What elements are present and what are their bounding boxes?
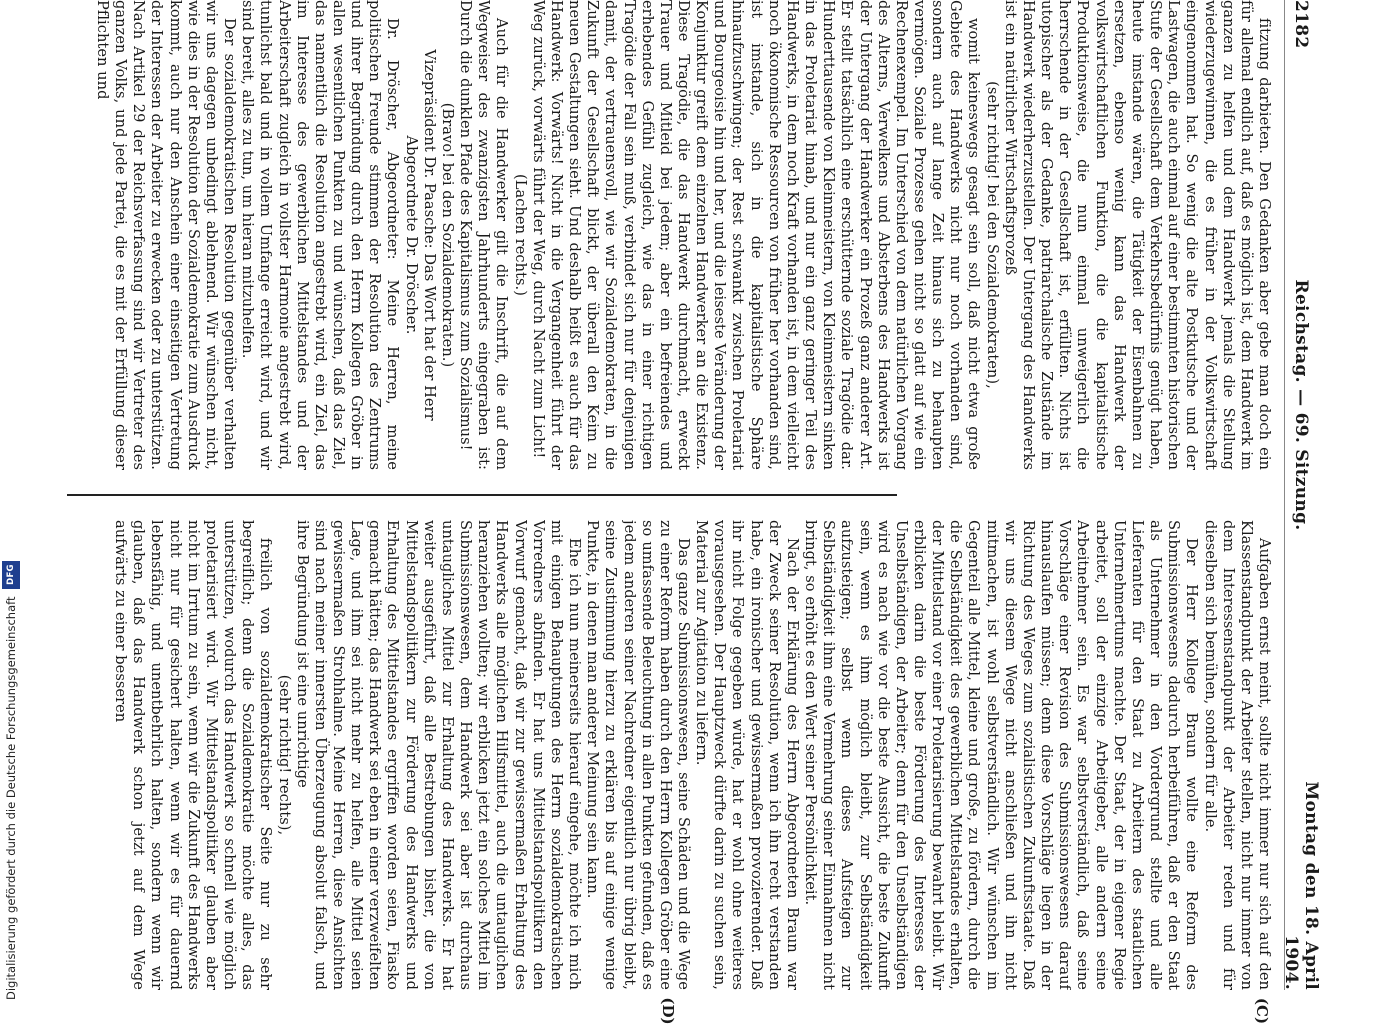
column-divider xyxy=(67,494,897,496)
header-date: Montag den 18. April 1904. xyxy=(1281,781,1321,990)
paragraph: Der sozialdemokratischen Resolution gegenüber verhalten wir uns dagegen unbedingt ablehnend. Wir wünschen nicht, wie dies in der Resolution der Sozialdemokratie zum Ausdruck kommt, auch nur den Anschein einer einseitigen Vertretung der Interessen der Arbeiter zu erwecken oder zu unterstützen. Nach Artikel 29 der Reichsverfassung sind wir Vertreter des ganzen Volks, und jede Partei, die es mit der Erfüllung dieser Pflichten und xyxy=(94,0,239,470)
paragraph: fitzung darbieten. Den Gedanken aber gebe man doch ein für allemal endlich auf, daß es möglich ist, dem Handwerk im ganzen zu helfen und dem Handwerk jemals die Stellung wiederzugewinnen, die es früher in der Volkswirtschaft eingenommen hat. So wenig die alte Postkutsche und der Lastwagen, die auch einmal auf einer bestimmten historischen Stufe der Gesellschaft dem Verkehrsbedürfnis genügt haben, heute imstande wären, die Tätigkeit der Eisenbahnen zu ersetzen, ebenso wenig kann das Handwerk der volkswirtschaftlichen Funktion, die die kapitalistische Produktionsweise, die nun einmal unweigerlich die herrschende in der Gesellschaft ist, erfüllten. Nichts ist utopischer als der Gedanke, patriarchalische Zustände im Handwerk wiederherzustellen. Der Untergang des Handwerks ist ein natürlicher Wirtschaftsprozeß xyxy=(1001,0,1273,470)
paragraph: Dr. Dröscher, Abgeordneter: Meine Herren, meine politischen Freunde stimmen der Resolution des Zentrums und ihrer Begründung durch den Herrn Kollegen Gröber in allen wesentlichen Punkten zu und wünschen, daß das Ziel, das namentlich die Resolution angestrebt wird, ein Ziel, das im Interesse des gewerblichen Mittelstandes und der Arbeiterschaft zugleich in vollster Harmonie angestrebt wird, tunlichst bald und in vollem Umfange erreicht wird, und wir sind bereit, alles zu tun, um hieran mitzuhelfen. xyxy=(239,0,402,470)
digitization-footer xyxy=(0,0,22,1000)
paragraph: Auch für die Handwerker gilt die Inschrift, die auf dem Wegweiser des zwanzigsten Jahrhunderts eingegraben ist: Durch die dunklen Pfade des Kapitalismus zum Sozialismus! xyxy=(457,0,511,470)
paragraph: womit keineswegs gesagt sein soll, daß nicht etwa große Gebiete des Handwerks nicht nur noch vorhanden sind, sondern auch auf lange Zeit hinaus sich zu behaupten vermögen. Soziale Prozesse gehen nicht so glatt auf wie ein Rechenexempel. Im Unterschied von dem natürlichen Vorgang des Alterns, Verwelkens und Absterbens des Handwerks ist der Untergang der Handwerker ein Prozeß ganz anderer Art. Er stellt tatsächlich eine erschütternde soziale Tragödie dar. Hunderttausende von Kleinmeistern, von Kleinmeistern sinken in das Proletariat hinab, und nur ein ganz geringer Teil des Handwerks, in dem noch Kraft vorhanden ist, in dem vielleicht noch ökonomische Ressourcen von früher her vorhanden sind, ist imstande, sich in die kapitalistische Sphäre hinaufzuschwingen; der Rest schwankt zwischen Proletariat und Bourgeoisie hin und her, und die leiseste Veränderung der Konjunktur greift dem einzelnen Handwerker an die Existenz. Diese Tragödie, die das Handwerk durchmacht, erweckt Trauer und Mitleid bei jedem; aber ein befreiendes und erhebendes Gefühl zugleich, wie das in einer richtigen Tragödie der Fall sein muß, verbindet sich nur für denjenigen damit, der vertrauensvoll, wie wir Sozialdemokraten, in die Zukunft der Gesellschaft blickt, der überall den Keim zu neuen Gestaltungen sieht. Und deshalb heißt es auch für das Handwerk: Vorwärts! Nicht in die Vergangenheit führt der Weg zurück, vorwärts führt der Weg, durch Nacht zum Licht! xyxy=(529,0,983,470)
page-number: 2182 xyxy=(1291,0,1311,49)
margin-mark-c: (C) xyxy=(1253,997,1271,1025)
paragraph: Aufgaben ernst meint, sollte nicht immer nur sich auf den Klassenstandpunkt der Arbeiter stellen, nicht nur immer von dem Interessenstandpunkt der Arbeiter reden und für dieselben sich bemühen, sondern für alle. xyxy=(1201,520,1273,990)
paragraph: freilich von sozialdemokratischer Seite nur zu sehr begreiflich; denn die Sozialdemokratie möchte alles, das unterstützen, wodurch das Handwerk so schnell wie möglich proletarisiert wird. Wir Mittelstandspolitiker glauben aber nicht im Irrtum zu sein, wenn wir die Zukunft des Handwerks nicht nur für gesichert halten, wenn wir es für dauernd lebensfähig, und unentbehrlich halten, sondern wenn wir glauben, daß das Handwerk schon jetzt auf dem Wege aufwärts zu einer besseren xyxy=(112,520,275,990)
dfg-credit: Digitalisierung gefördert durch die Deutsche Forschungsgemeinschaft xyxy=(4,596,18,1000)
paragraph: Ehe ich nun meinerseits hierauf eingehe, möchte ich mich mit einigen Behauptungen des Herrn sozialdemokratischen Vorredners abfinden. Er hat uns Mittelstandspolitikern den Vorwurf gemacht, daß wir zur gewissermaßen Erhaltung des Handwerks alle möglichen Hilfsmittel, auch die untauglichen heranziehen wollten; wir erblicken jetzt ein solches Mittel im Submissionswesen, dem Handwerk sei aber ist durchaus untaugliches Mittel zur Erhaltung des Handwerks. Er hat weiter ausgeführt, daß alle Bestrebungen bisher, die von Mittelstandspolitikern zur Förderung des Handwerks und Erhaltung des Mittelstandes ergriffen worden seien, Fiasko gemacht hätten; das Handwerk sei eben in einer verzweifelten Lage, und ihm sei nicht mehr zu helfen, alle Mittel seien gewissermaßen Strohhalme. Meine Herren, diese Ansichten sind nach meiner innersten Überzeugung absolut falsch, und ihre Begründung ist eine unrichtige xyxy=(293,520,584,990)
right-column xyxy=(63,520,1273,990)
paragraph: Nach der Erklärung des Herrn Abgeordneten Braun war der Zweck seiner Resolution, wenn ich ihn recht verstanden habe, ein ironischer und gewissermaßen provozierender. Daß ihr nicht Folge gegeben würde, hat er wohl ohne weiteres vorausgesehen. Der Hauptzweck dürfte darin zu suchen sein, Material zur Agitation zu liefern. xyxy=(693,520,801,990)
header-title: Reichstag. — 69. Sitzung. xyxy=(1291,279,1311,531)
interjection: (Lachen rechts.) xyxy=(511,173,529,296)
left-column xyxy=(63,0,1273,470)
rotated-page xyxy=(55,0,1321,1025)
dfg-logo-icon: DFG xyxy=(2,561,20,589)
running-header xyxy=(1281,0,1321,990)
speaker-announcement: Vizepräsident Dr. Paasche: Das Wort hat der Herr Abgeordnete Dr. Dröscher. xyxy=(402,49,438,421)
interjection: (sehr richtig! rechts), xyxy=(275,674,293,836)
paragraph: Das ganze Submissionswesen, seine Schäden und die Wege zu einer Reform haben durch den Herrn Kollegen Gröber eine so umfassende Beleuchtung in allen Punkten gefunden, daß es jedem anderen seiner Nachredner eigentlich nur übrig bleibt, seine Zustimmung hierzu zu erklären bis auf einige wenige Punkte, in denen man anderer Meinung sein kann. xyxy=(584,520,692,990)
interjection: (Bravo! bei den Sozialdemokraten.) xyxy=(438,102,456,368)
paragraph: Der Herr Kollege Braun wollte eine Reform des Submissionswesens dadurch herbeiführen, daß er den Staat als Unternehmer in den Vordergrund stellte und alle Lieferanten für den Staat zu Arbeitern des staatlichen Unternehmertums machte. Der Staat, der in eigener Regie arbeitet, soll der einzige Arbeitgeber, alle andern seine Arbeitnehmer sein. Es war selbstverständlich, daß seine Vorschläge einer Revision des Submissionswesens darauf hinauslaufen müssen; denn diese Vorschläge liegen in der Richtung des Weges zum sozialistischen Zukunftsstaate. Daß wir uns diesem Wege nicht anschließen und ihn nicht mitmachen, ist wohl selbstverständlich. Wir wünschen im Gegenteil alle Mittel, kleine und große, zu fördern, durch die die Selbständigkeit des gewerblichen Mittelstandes erhalten, der Mittelstand vor einer Proletarisierung bewahrt bleibt. Wir erblicken darin die beste Förderung des Interesses der Unselbständigen, der Arbeiter; denn für den Unselbständigen wird es nach wie vor die beste Aussicht, die beste Zukunft sein, wenn es ihm möglich bleibt, zur Selbständigkeit aufzusteigen; selbst wenn dieses Aufsteigen zur Selbständigkeit ihm eine Vermehrung seiner Einnahmen nicht bringt, so erhöht es den Wert seiner Persönlichkeit. xyxy=(802,520,1201,990)
interjection: (sehr richtig! bei den Sozialdemokraten), xyxy=(983,81,1001,389)
margin-mark-d: (D) xyxy=(659,997,677,1025)
